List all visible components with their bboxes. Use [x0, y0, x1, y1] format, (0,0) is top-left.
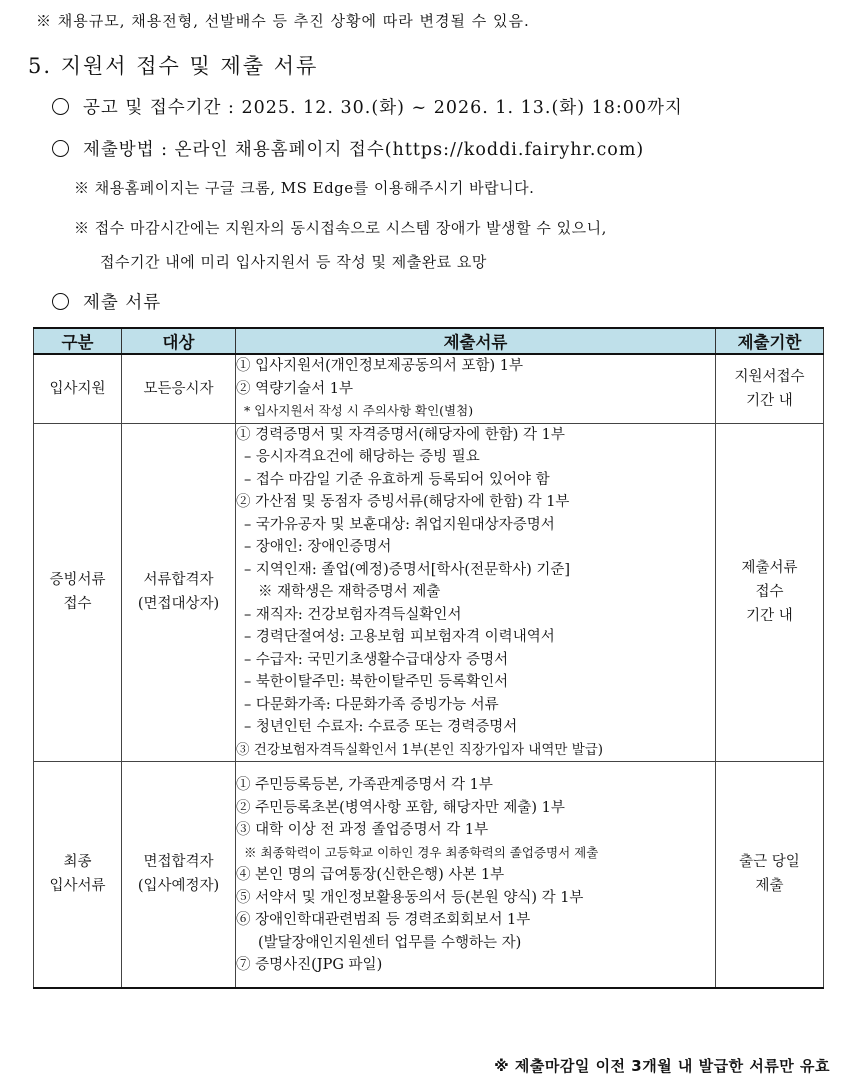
document-subitem: – 수급자: 국민기초생활수급대상자 증명서 [244, 651, 509, 668]
document-subitem: – 재직자: 건강보험자격득실확인서 [244, 606, 462, 623]
method-text: 제출방법 : 온라인 채용홈페이지 접수(https://koddi.fairyhr.com) [83, 140, 645, 160]
document-item: ⑥ 장애인학대관련범죄 등 경력조회회보서 1부 [236, 912, 531, 928]
document-item: ① 주민등록등본, 가족관계증명서 각 1부 [236, 777, 493, 793]
method-bullet [52, 136, 644, 161]
deadline-note-1: ※ 접수 마감시간에는 지원자의 동시접속으로 시스템 장애가 발생할 수 있으니, [74, 219, 607, 237]
category-line: 접수 [63, 596, 92, 613]
target-line: (입사예정자) [137, 878, 220, 895]
header-deadline: 제출기한 [716, 328, 824, 354]
table-header-row [34, 328, 824, 354]
row-documents [236, 762, 716, 988]
target-line: (면접대상자) [137, 596, 220, 613]
period-text: 공고 및 접수기간 : 2025. 12. 30.(화) ~ 2026. 1. 13.(화) 18:00까지 [83, 98, 683, 118]
validity-footnote: ※ 제출마감일 이전 3개월 내 발급한 서류만 유효 [494, 1057, 830, 1075]
document-subitem: – 접수 마감일 기준 유효하게 등록되어 있어야 함 [244, 471, 550, 488]
document-note: * 입사지원서 작성 시 주의사항 확인(별첨) [244, 403, 474, 418]
document-item: ③ 대학 이상 전 과정 졸업증명서 각 1부 [236, 822, 489, 838]
document-item: ⑦ 증명사진(JPG 파일) [236, 957, 383, 973]
deadline-note-2: 접수기간 내에 미리 입사지원서 등 작성 및 제출완료 요망 [100, 253, 487, 271]
table-row [34, 423, 824, 762]
browser-note: ※ 채용홈페이지는 구글 크롬, MS Edge를 이용해주시기 바랍니다. [74, 179, 535, 197]
document-subitem: – 지역인재: 졸업(예정)증명서[학사(전문학사) 기준] [244, 561, 571, 578]
docs-heading-bullet [52, 289, 161, 314]
category-line: 입사서류 [49, 878, 106, 895]
row-target [122, 762, 236, 988]
document-subitem: (발달장애인지원센터 업무를 수행하는 자) [258, 934, 522, 951]
document-subitem: – 국가유공자 및 보훈대상: 취업지원대상자증명서 [244, 516, 555, 533]
header-documents: 제출서류 [236, 328, 716, 354]
section-title: 5. 지원서 접수 및 제출 서류 [28, 54, 319, 78]
row-deadline [716, 354, 824, 423]
document-note: ※ 재학생은 재학증명서 제출 [258, 584, 441, 600]
row-documents [236, 423, 716, 762]
document-item: ② 가산점 및 동점자 증빙서류(해당자에 한함) 각 1부 [236, 494, 570, 510]
row-target: 모든응시자 [122, 354, 236, 423]
table-row [34, 762, 824, 988]
deadline-line: 접수 [755, 584, 784, 601]
row-category [34, 423, 122, 762]
deadline-line: 기간 내 [746, 392, 793, 409]
row-category: 입사지원 [34, 354, 122, 423]
row-deadline [716, 423, 824, 762]
document-subitem: – 북한이탈주민: 북한이탈주민 등록확인서 [244, 674, 509, 690]
docs-heading: 제출 서류 [83, 293, 162, 313]
row-target [122, 423, 236, 762]
target-line: 서류합격자 [143, 572, 214, 589]
circle-bullet-icon [52, 98, 69, 115]
document-item: ④ 본인 명의 급여통장(신한은행) 사본 1부 [236, 867, 505, 883]
circle-bullet-icon [52, 140, 69, 157]
row-documents [236, 354, 716, 423]
document-subitem: – 경력단절여성: 고용보험 피보험자격 이력내역서 [244, 629, 555, 645]
deadline-line: 제출 [755, 878, 784, 895]
deadline-line: 제출서류 [741, 560, 798, 577]
category-line: 증빙서류 [49, 572, 106, 589]
period-bullet [52, 94, 683, 119]
document-item: ① 입사지원서(개인정보제공동의서 포함) 1부 [236, 358, 523, 374]
document-item: ② 주민등록초본(병역사항 포함, 해당자만 제출) 1부 [236, 799, 565, 816]
deadline-line: 출근 당일 [739, 854, 800, 871]
header-category: 구분 [34, 328, 122, 354]
document-item: ③ 건강보험자격득실확인서 1부(본인 직장가입자 내역만 발급) [236, 741, 604, 758]
top-notice: ※ 채용규모, 채용전형, 선발배수 등 추진 상황에 따라 변경될 수 있음. [36, 12, 530, 30]
target-line: 면접합격자 [143, 854, 214, 871]
document-subitem: – 응시자격요건에 해당하는 증빙 필요 [244, 449, 480, 465]
document-subitem: – 다문화가족: 다문화가족 증빙가능 서류 [244, 696, 499, 713]
document-subitem: – 청년인턴 수료자: 수료증 또는 경력증명서 [244, 719, 518, 735]
circle-bullet-icon [52, 293, 69, 310]
category-line: 최종 [63, 854, 92, 871]
documents-table [33, 327, 824, 989]
deadline-line: 기간 내 [746, 608, 793, 625]
document-item: ② 역량기술서 1부 [236, 380, 353, 397]
document-item: ① 경력증명서 및 자격증명서(해당자에 한함) 각 1부 [236, 426, 565, 443]
row-category [34, 762, 122, 988]
document-note: ※ 최종학력이 고등학교 이하인 경우 최종학력의 졸업증명서 제출 [244, 844, 599, 860]
header-target: 대상 [122, 328, 236, 354]
table-row [34, 354, 824, 423]
deadline-line: 지원서접수 [734, 368, 805, 385]
document-subitem: – 장애인: 장애인증명서 [244, 539, 392, 555]
row-deadline [716, 762, 824, 988]
document-item: ⑤ 서약서 및 개인정보활용동의서 등(본원 양식) 각 1부 [236, 889, 584, 906]
